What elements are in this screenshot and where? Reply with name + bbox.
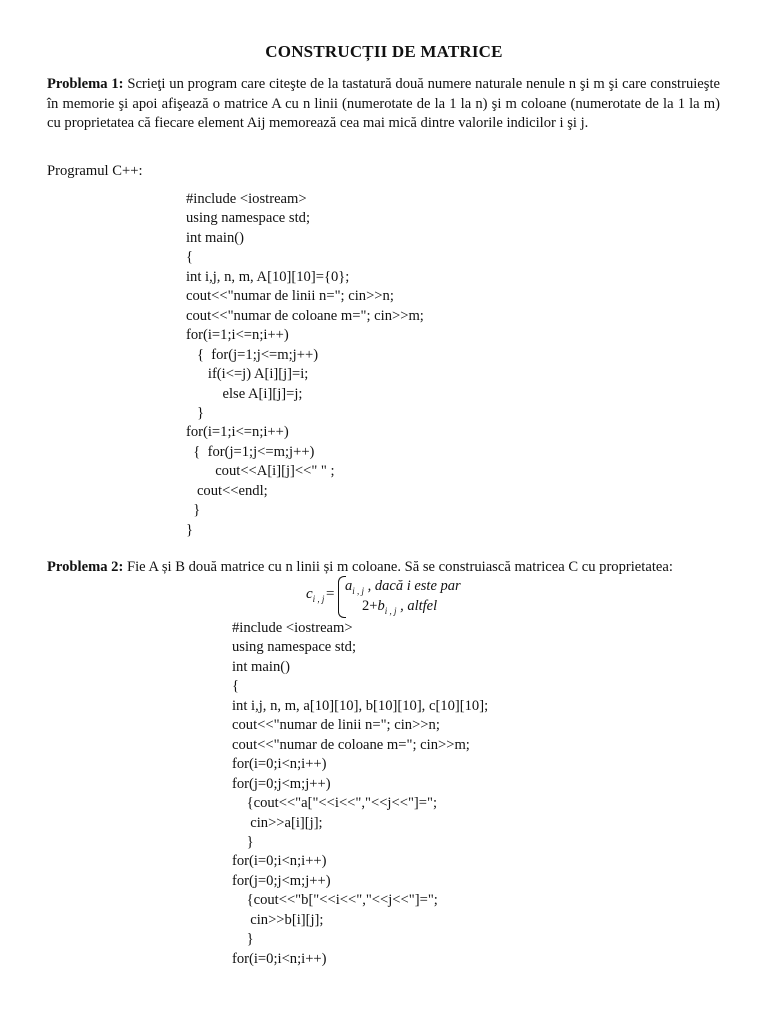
code-line: for(i=1;i<=n;i++) — [186, 424, 289, 441]
code-line: cout<<A[i][j]<<" " ; — [186, 463, 335, 480]
code-line: } — [186, 502, 201, 519]
code-line: #include <iostream> — [186, 191, 307, 207]
code-line: int main() — [232, 658, 290, 675]
formula-case-2: $2+b_{i , j}$ , altfel — [362, 598, 438, 616]
code-line: cout<<"numar de coloane m="; cin>>m; — [186, 307, 424, 324]
code-line: { — [186, 249, 194, 266]
problem-1-label: Problema 1: — [47, 76, 124, 92]
code-line: for(i=0;i<n;i++) — [232, 853, 327, 870]
code-block-problem-1 — [186, 190, 424, 540]
code-line: for(i=0;i<n;i++) — [232, 950, 327, 967]
code-line: } — [186, 521, 194, 538]
code-line: for(i=1;i<=n;i++) — [186, 327, 289, 344]
code-line: { for(j=1;j<=m;j++) — [186, 346, 319, 363]
code-line: {cout<<"a["<<i<<","<<j<<"]="; — [232, 795, 438, 812]
code-line: {cout<<"b["<<i<<","<<j<<"]="; — [232, 892, 438, 909]
problem-1-text: Scrieţi un program care citeşte de la tastatură două numere naturale nenule n şi m şi care construieşte în memorie şi apoi afişează o matrice A cu n linii (numerotate de la 1 la n) şi m coloane (numerotate de la 1 la m) cu proprietatea că fiecare element Aij memorează cea mai mică dintre valorile indicilor i şi j. — [47, 76, 720, 131]
code-block-problem-2 — [232, 619, 488, 969]
code-line: cin>>b[i][j]; — [232, 911, 324, 928]
code-line: for(j=0;j<m;j++) — [232, 872, 331, 889]
piecewise-formula — [306, 574, 506, 624]
code-line: int i,j, n, m, A[10][10]={0}; — [186, 268, 350, 285]
code-line: cin>>a[i][j]; — [232, 814, 323, 831]
formula-lhs: $c_{i , j}$ — [306, 586, 325, 604]
code-line: { — [232, 678, 240, 695]
code-line: cout<<"numar de coloane m="; cin>>m; — [232, 736, 470, 753]
program-label: Programul C++: — [47, 163, 143, 179]
code-line: } — [186, 404, 204, 421]
code-line: cout<<"numar de linii n="; cin>>n; — [186, 288, 394, 305]
code-line: else A[i][j]=j; — [186, 385, 303, 402]
code-line: cout<<"numar de linii n="; cin>>n; — [232, 717, 440, 734]
code-line: int main() — [186, 229, 244, 246]
code-line: int i,j, n, m, a[10][10], b[10][10], c[10][10]; — [232, 697, 489, 714]
formula-case-1: $a_{i , j}$ , dacă i este par — [345, 578, 461, 596]
problem-1-statement — [47, 75, 720, 134]
code-line: using namespace std; — [232, 639, 357, 656]
formula-equals: = — [326, 586, 335, 602]
code-line: if(i<=j) A[i][j]=i; — [186, 366, 309, 383]
code-line: for(i=0;i<n;i++) — [232, 756, 327, 773]
code-line: } — [232, 931, 254, 948]
problem-2-text: Fie A și B două matrice cu n linii și m coloane. Să se construiască matricea C cu proprietatea: — [123, 559, 673, 575]
code-line: for(j=0;j<m;j++) — [232, 775, 331, 792]
code-line: #include <iostream> — [232, 620, 353, 636]
code-line: { for(j=1;j<=m;j++) — [186, 443, 315, 460]
page-title: CONSTRUCȚII DE MATRICE — [265, 42, 503, 61]
code-line: } — [232, 833, 254, 850]
problem-2-label: Problema 2: — [47, 559, 124, 575]
code-line: cout<<endl; — [186, 482, 268, 499]
code-line: using namespace std; — [186, 210, 311, 227]
